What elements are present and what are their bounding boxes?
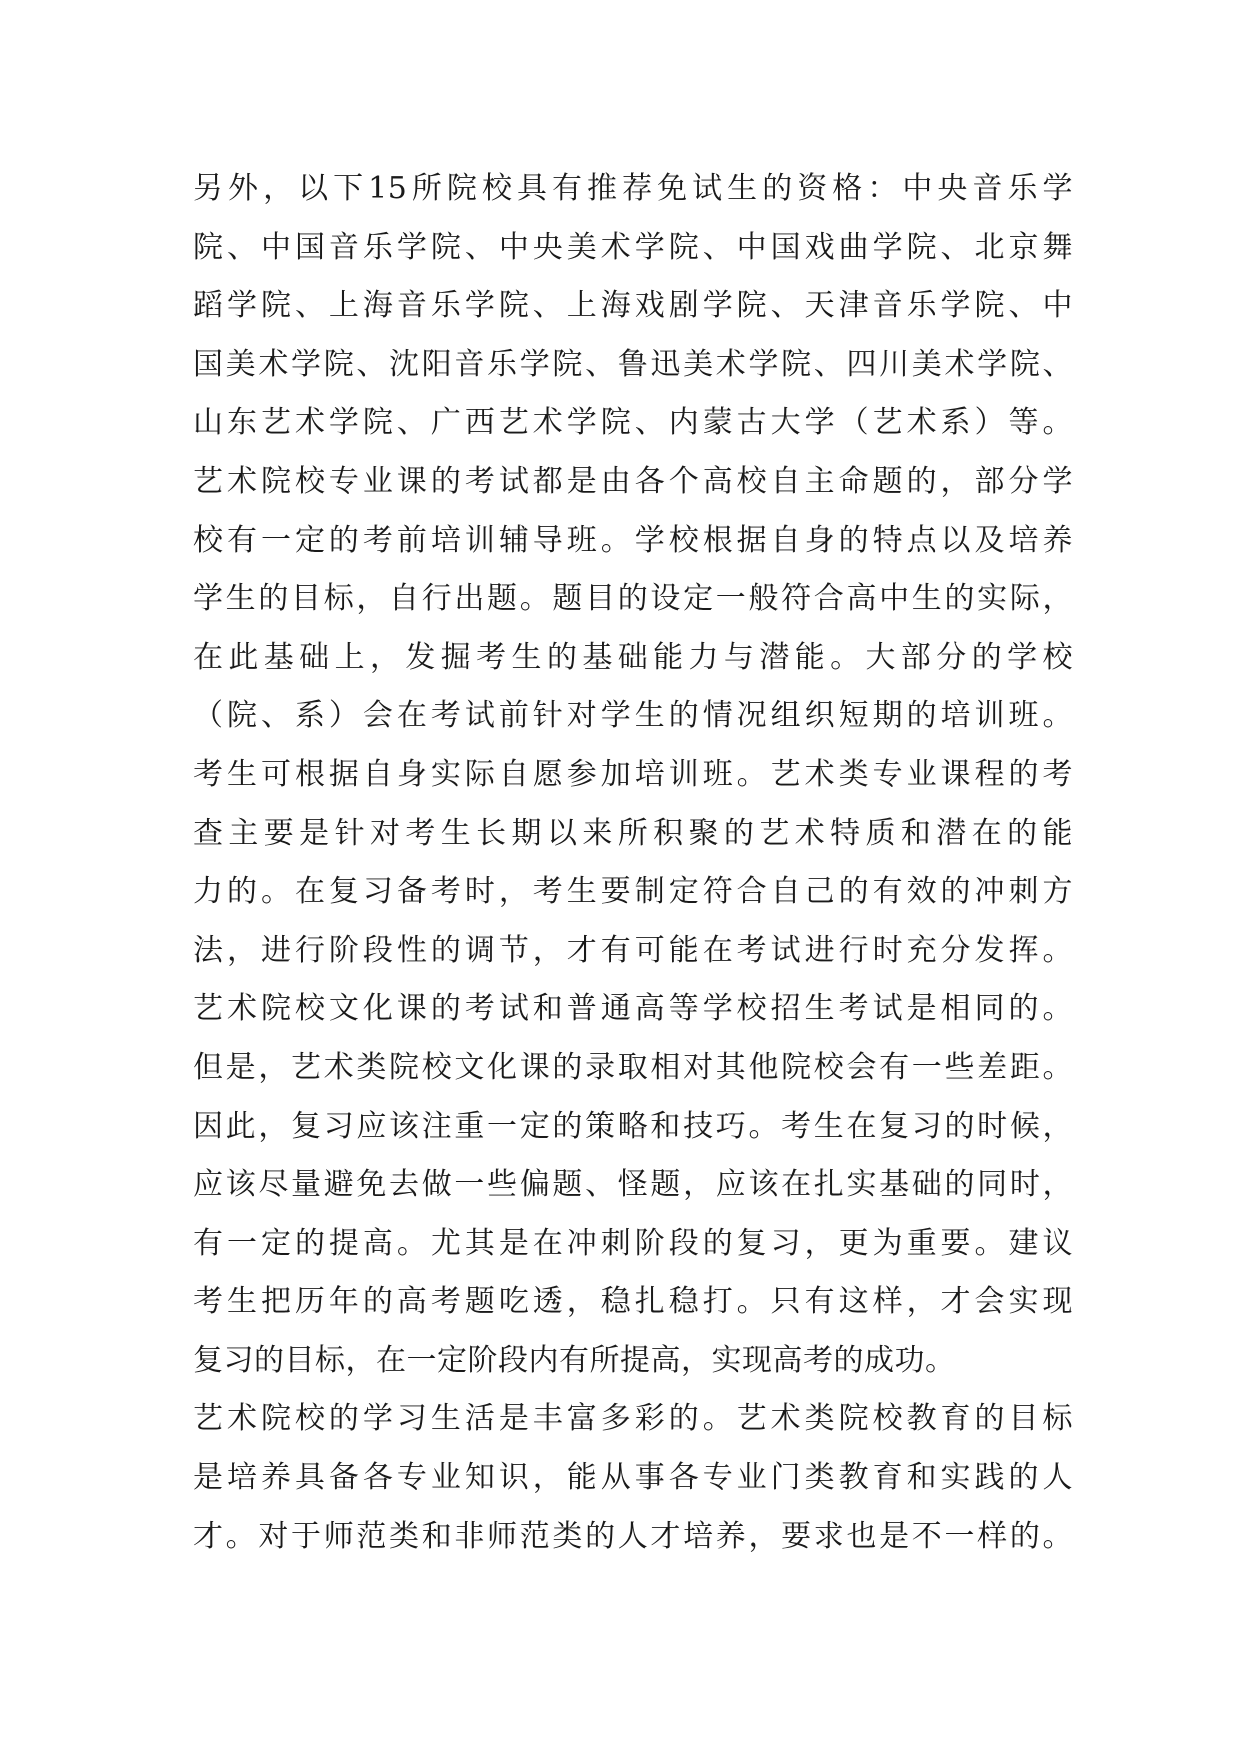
text-line: 艺术院校的学习生活是丰富多彩的。艺术类院校教育的目标 [193, 1401, 1073, 1437]
text-line: 在此基础上，发掘考生的基础能力与潜能。大部分的学校 [193, 639, 1073, 675]
text-line: 复习的目标，在一定阶段内有所提高，实现高考的成功。 [193, 1342, 956, 1378]
text-line: 因此，复习应该注重一定的策略和技巧。考生在复习的时候， [193, 1108, 1073, 1144]
text-line: 学生的目标，自行出题。题目的设定一般符合高中生的实际， [193, 581, 1073, 617]
text-line: 校有一定的考前培训辅导班。学校根据自身的特点以及培养 [193, 522, 1073, 558]
text-line: 考生把历年的高考题吃透，稳扎稳打。只有这样，才会实现 [193, 1284, 1073, 1320]
text-line: 但是，艺术类院校文化课的录取相对其他院校会有一些差距。 [193, 1049, 1073, 1085]
text-line: 是培养具备各专业知识，能从事各专业门类教育和实践的人 [193, 1460, 1073, 1496]
text-line: 才。对于师范类和非师范类的人才培养，要求也是不一样的。 [193, 1518, 1073, 1554]
text-line: 法，进行阶段性的调节，才有可能在考试进行时充分发挥。 [193, 932, 1073, 968]
text-line: 另外，以下15所院校具有推荐免试生的资格：中央音乐学 [193, 171, 1073, 206]
text-line: 艺术院校专业课的考试都是由各个高校自主命题的，部分学 [193, 463, 1073, 499]
text-line: 力的。在复习备考时，考生要制定符合自己的有效的冲刺方 [193, 874, 1073, 910]
text-line: 蹈学院、上海音乐学院、上海戏剧学院、天津音乐学院、中 [193, 288, 1073, 324]
text-line: 有一定的提高。尤其是在冲刺阶段的复习，更为重要。建议 [193, 1225, 1073, 1261]
text-line: 查主要是针对考生长期以来所积聚的艺术特质和潜在的能 [193, 815, 1073, 851]
text-line: 应该尽量避免去做一些偏题、怪题，应该在扎实基础的同时， [193, 1167, 1073, 1203]
text-line: 山东艺术学院、广西艺术学院、内蒙古大学（艺术系）等。 [193, 405, 1073, 441]
text-line: （院、系）会在考试前针对学生的情况组织短期的培训班。 [193, 698, 1073, 734]
text-line: 国美术学院、沈阳音乐学院、鲁迅美术学院、四川美术学院、 [193, 346, 1073, 382]
body-text [193, 160, 1073, 1566]
text-line: 考生可根据自身实际自愿参加培训班。艺术类专业课程的考 [193, 756, 1073, 792]
text-line: 院、中国音乐学院、中央美术学院、中国戏曲学院、北京舞 [193, 229, 1073, 265]
text-line: 艺术院校文化课的考试和普通高等学校招生考试是相同的。 [193, 991, 1073, 1027]
